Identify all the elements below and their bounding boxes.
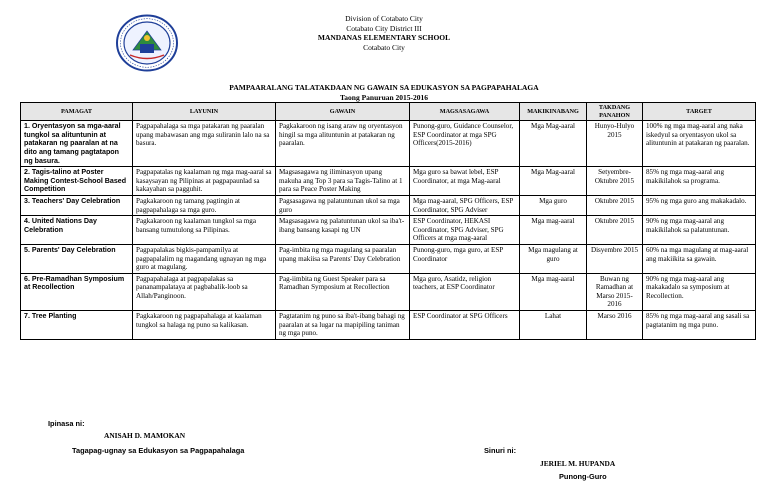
cell-target: 100% ng mga mag-aaral ang naka iskedyul sa oryentasyon ukol sa alituntunin at patakaran ng paaralan. (643, 121, 756, 167)
table-row (21, 195, 756, 215)
cell-takdang-panahon: Setyembre-Oktubre 2015 (587, 167, 643, 196)
table-row (21, 273, 756, 310)
cell-layunin: Pagpapalakas bigkis-pampamilya at pagpapalalim ng magandang ugnayan ng mga guro at magulang. (133, 244, 276, 273)
cell-gawain: Pag-imbita ng mga magulang sa paaralan upang makiisa sa Parents' Day Celebration (276, 244, 410, 273)
cell-makikinabang: Mga Mag-aaral (520, 167, 587, 196)
cell-takdang-panahon: Oktubre 2015 (587, 195, 643, 215)
cell-magsasagawa: ESP Coordinator, HEKASI Coordinator, SPG Adviser, SPG Officers at mga mag-aaral (410, 216, 520, 245)
cell-makikinabang: Mga mag-aaral (520, 273, 587, 310)
cell-layunin: Pagkakaroon ng pagpapahalaga at kaalaman tungkol sa halaga ng puno sa kalikasan. (133, 311, 276, 340)
cell-makikinabang: Lahat (520, 311, 587, 340)
cell-magsasagawa: Punong-guro, Guidance Counselor, ESP Coordinator at mga SPG Officers(2015-2016) (410, 121, 520, 167)
table-row (21, 167, 756, 196)
cell-makikinabang: Mga mag-aaral (520, 216, 587, 245)
cell-makikinabang: Mga Mag-aaral (520, 121, 587, 167)
checked-by-title: Punong-Guro (559, 472, 607, 481)
cell-target: 95% ng mga guro ang makakadalo. (643, 195, 756, 215)
table-row (21, 244, 756, 273)
cell-takdang-panahon: Disyembre 2015 (587, 244, 643, 273)
cell-pamagat: 4. United Nations Day Celebration (21, 216, 133, 245)
cell-pamagat: 7. Tree Planting (21, 311, 133, 340)
cell-magsasagawa: ESP Coordinator at SPG Officers (410, 311, 520, 340)
cell-magsasagawa: Punong-guro, mga guro, at ESP Coordinator (410, 244, 520, 273)
prepared-by-title: Tagapag-ugnay sa Edukasyon sa Pagpapahalaga (72, 446, 245, 455)
district-line: Cotabato City District III (346, 23, 422, 33)
school-name: MANDANAS ELEMENTARY SCHOOL (317, 33, 451, 42)
cell-layunin: Pagkakaroon ng kaalaman tungkol sa mga bansang tumutulong sa Pilipinas. (133, 216, 276, 245)
cell-pamagat: 1. Oryentasyon sa mga-aaral tungkol sa alituntunin at patakaran ng paaralan at na dito ang tamang pagtatapon ng basura. (21, 121, 133, 167)
table-row (21, 216, 756, 245)
cell-layunin: Pagpapahalaga sa mga patakaran ng paaralan upang mabawasan ang mga suliranin lalo na sa basura. (133, 121, 276, 167)
cell-takdang-panahon: Hunyo-Hulyo 2015 (587, 121, 643, 167)
prepared-by-name: ANISAH D. MAMOKAN (104, 431, 186, 440)
document-title (0, 83, 768, 102)
cell-target: 60% na mga magulang at mag-aaral ang makiikita sa gawain. (643, 244, 756, 273)
cell-magsasagawa: Mga guro, Asatidz, religion teachers, at ESP Coordinator (410, 273, 520, 310)
cell-pamagat: 5. Parents' Day Celebration (21, 244, 133, 273)
cell-target: 85% ng mga mag-aaral ang makikilahok sa programa. (643, 167, 756, 196)
column-header-layunin: LAYUNIN (133, 103, 276, 121)
document-header (0, 14, 768, 52)
checked-by-label: Sinuri ni: (484, 446, 517, 455)
column-header-magsasagawa: MAGSASAGAWA (410, 103, 520, 121)
column-header-takdang-panahon: TAKDANG PANAHON (587, 103, 643, 121)
table-row (21, 311, 756, 340)
cell-layunin: Pagkakaroon ng tamang pagtingin at pagpapahalaga sa mga guro. (133, 195, 276, 215)
cell-makikinabang: Mga magulang at guro (520, 244, 587, 273)
cell-target: 90% ng mga mag-aaral ang makikilahok sa palatuntunan. (643, 216, 756, 245)
activity-plan-table (20, 102, 756, 340)
title-school-year: Taong Panuruan 2015-2016 (339, 92, 429, 102)
cell-magsasagawa: Mga guro sa bawat lebel, ESP Coordinator, at mga Mag-aaral (410, 167, 520, 196)
cell-pamagat: 3. Teachers' Day Celebration (21, 195, 133, 215)
cell-takdang-panahon: Oktubre 2015 (587, 216, 643, 245)
cell-layunin: Pagpapahalaga at pagpapalakas sa pananampalataya at pagbabalik-loob sa Allah/Panginoon. (133, 273, 276, 310)
table-header-row (21, 103, 756, 121)
cell-layunin: Pagpapatalas ng kaalaman ng mga mag-aaral sa kasaysayan ng Pilipinas at pagpapaunlad sa kakayahan sa pagguhit. (133, 167, 276, 196)
cell-takdang-panahon: Marso 2016 (587, 311, 643, 340)
checked-by-name: JERIEL M. HUPANDA (540, 459, 616, 468)
table-row (21, 121, 756, 167)
cell-target: 85% ng mga mag-aaral ang sasali sa pagtatanim ng mga puno. (643, 311, 756, 340)
cell-gawain: Pagsasagawa ng palatuntunan ukol sa mga guro (276, 195, 410, 215)
cell-gawain: Pag-iimbita ng Guest Speaker para sa Ramadhan Symposium at Recollection (276, 273, 410, 310)
cell-gawain: Pagtatanim ng puno sa iba't-ibang bahagi ng paaralan at sa lugar na mapipiling taniman ng mga puno. (276, 311, 410, 340)
cell-pamagat: 2. Tagis-talino at Poster Making Contest-School Based Competition (21, 167, 133, 196)
city-line: Cotabato City (363, 42, 405, 52)
cell-takdang-panahon: Buwan ng Ramadhan at Marso 2015-2016 (587, 273, 643, 310)
cell-magsasagawa: Mga mag-aaral, SPG Officers, ESP Coordinator, SPG Adviser (410, 195, 520, 215)
division-line: Division of Cotabato City (345, 14, 423, 23)
title-main: PAMPAARALANG TALATAKDAAN NG GAWAIN SA EDUKASYON SA PAGPAPAHALAGA (229, 83, 539, 92)
cell-target: 90% ng mga mag-aaral ang makakadalo sa symposium at Recollection. (643, 273, 756, 310)
cell-gawain: Magsasagawa ng iliminasyon upang makuha ang Top 3 para sa Tagis-Talino at 1 para sa Peace Poster Making (276, 167, 410, 196)
column-header-gawain: GAWAIN (276, 103, 410, 121)
column-header-pamagat: PAMAGAT (21, 103, 133, 121)
cell-gawain: Pagkakaroon ng isang araw ng oryentasyon hingil sa mga alituntunin at patakaran ng paaralan. (276, 121, 410, 167)
prepared-by-label: Ipinasa ni: (48, 419, 85, 428)
column-header-target: TARGET (643, 103, 756, 121)
cell-makikinabang: Mga guro (520, 195, 587, 215)
column-header-makikinabang: MAKIKINABANG (520, 103, 587, 121)
cell-gawain: Magsasagawa ng palatuntunan ukol sa iba't-ibang bansang kasapi ng UN (276, 216, 410, 245)
cell-pamagat: 6. Pre-Ramadhan Symposium at Recollection (21, 273, 133, 310)
